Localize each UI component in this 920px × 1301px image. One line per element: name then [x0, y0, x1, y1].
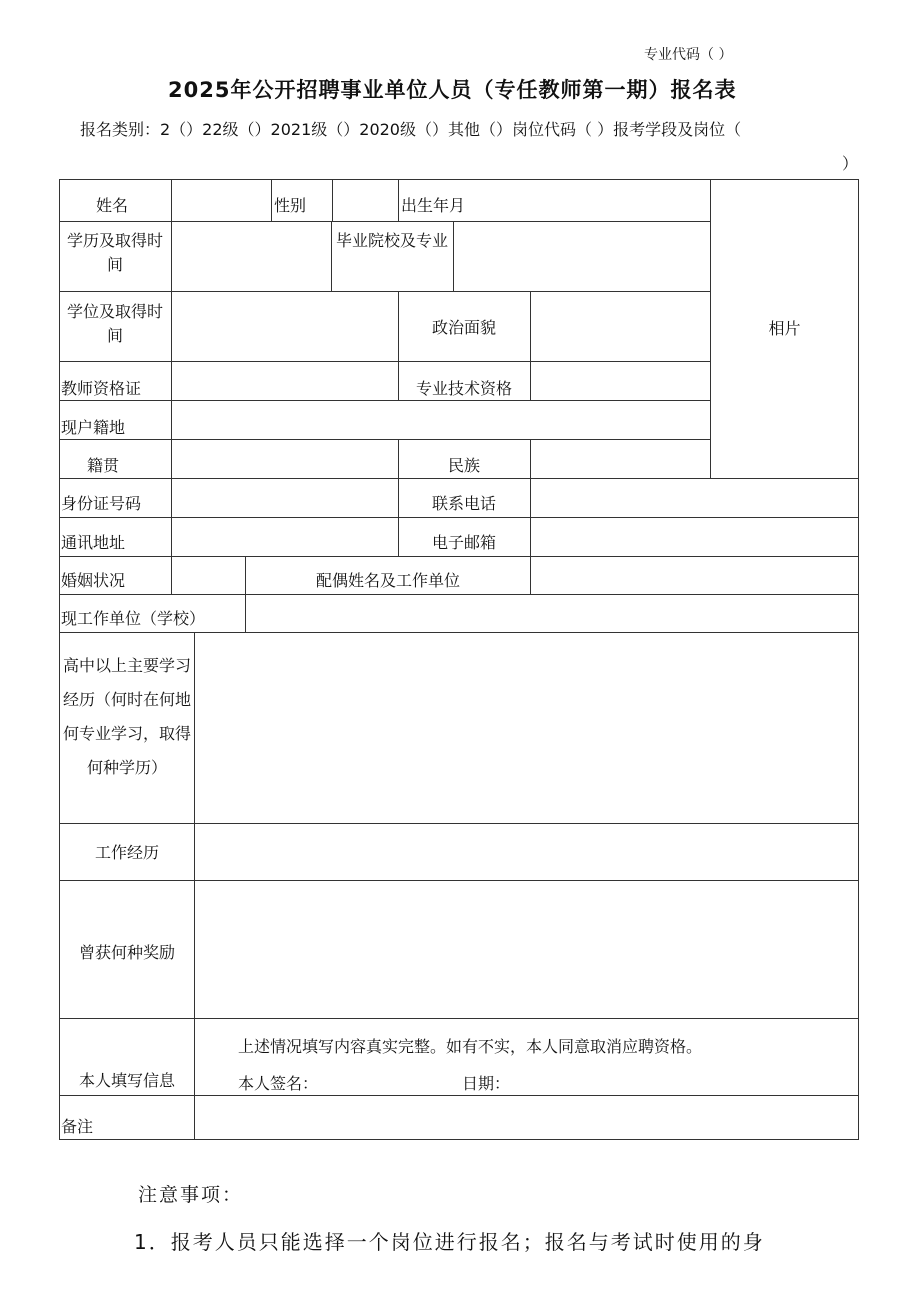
date-label: 日期：: [462, 1074, 511, 1093]
photo-placeholder: 相片: [768, 319, 801, 338]
label-email: 电子邮箱: [431, 533, 496, 552]
label-tech-qual: 专业技术资格: [415, 379, 512, 398]
label-phone: 联系电话: [431, 494, 496, 513]
notes-item-1: 1．报考人员只能选择一个岗位进行报名；报名与考试时使用的身: [134, 1230, 765, 1254]
category-line-close: ）: [842, 154, 859, 173]
declaration-text: 上述情况填写内容真实完整。如有不实，本人同意取消应聘资格。: [238, 1037, 703, 1056]
label-school-major: 毕业院校及专业: [335, 231, 448, 250]
major-code-label: 专业代码（ ）: [644, 47, 733, 63]
label-self-info: 本人填写信息: [78, 1071, 175, 1090]
label-work-history: 工作经历: [94, 843, 159, 862]
label-political: 政治面貌: [431, 318, 496, 337]
label-current-work: 现工作单位（学校）: [61, 609, 206, 628]
label-degree: 学位及取得时间: [66, 302, 163, 345]
label-study-history: 高中以上主要学习经历（何时在何地何专业学习，取得何种学历）: [62, 656, 191, 777]
label-teacher-cert: 教师资格证: [61, 379, 142, 398]
label-remarks: 备注: [61, 1117, 94, 1136]
label-marital: 婚姻状况: [61, 571, 126, 590]
label-awards: 曾获何种奖励: [78, 943, 175, 962]
form-title: 2025年公开招聘事业单位人员（专任教师第一期）报名表: [168, 78, 737, 102]
label-ethnicity: 民族: [447, 456, 480, 475]
label-id-number: 身份证号码: [61, 494, 142, 513]
label-education: 学历及取得时间: [66, 231, 163, 274]
label-birth: 出生年月: [401, 196, 466, 215]
label-gender: 性别: [274, 196, 307, 215]
notes-title: 注意事项：: [138, 1184, 244, 1206]
category-line: 报名类别：2（）22级（）2021级（）2020级（）其他（）岗位代码（ ）报考学段及岗位（: [80, 120, 742, 139]
label-name: 姓名: [96, 196, 129, 215]
signature-label: 本人签名：: [238, 1074, 319, 1093]
label-address: 通讯地址: [61, 533, 126, 552]
label-residence: 现户籍地: [61, 418, 126, 437]
label-native-place: 籍贯: [87, 456, 120, 475]
label-spouse: 配偶姓名及工作单位: [315, 571, 460, 590]
